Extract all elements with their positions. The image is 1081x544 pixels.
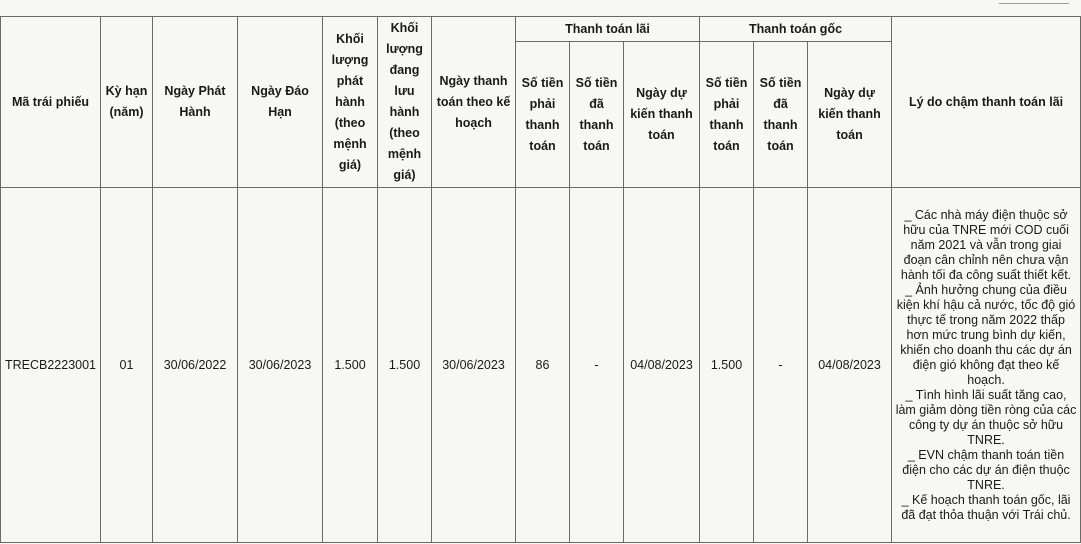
cell-delay-reasons [892,188,1081,543]
cell-bond-code: TRECB2223001 [1,188,101,543]
header-interest-expected-date: Ngày dự kiến thanh toán [624,42,700,188]
cell-maturity-date: 30/06/2023 [238,188,323,543]
reason-item: _ EVN chậm thanh toán tiền điện cho các dự án điện thuộc TNRE. [902,447,1070,492]
header-principal-expected-date: Ngày dự kiến thanh toán [808,42,892,188]
header-interest-payment-group: Thanh toán lãi [516,17,700,42]
header-interest-amount-due: Số tiền phải thanh toán [516,42,570,188]
header-maturity-date: Ngày Đáo Hạn [238,17,323,188]
cell-principal-expected-date: 04/08/2023 [808,188,892,543]
header-issued-volume: Khối lượng phát hành (theo mệnh giá) [323,17,378,188]
cell-issue-date: 30/06/2022 [153,188,238,543]
header-delay-reason: Lý do chậm thanh toán lãi [892,17,1081,188]
header-issue-date: Ngày Phát Hành [153,17,238,188]
page-top-margin [0,0,1081,16]
header-outstanding-volume: Khối lượng đang lưu hành (theo mệnh giá) [378,17,432,188]
header-principal-amount-due: Số tiền phải thanh toán [700,42,754,188]
reason-item: _ Tình hình lãi suất tăng cao, làm giảm dòng tiền ròng của các công ty dự án thuộc sở hữu TNRE. [895,387,1077,447]
reason-item: _ Kế hoạch thanh toán gốc, lãi đã đạt thỏa thuận với Trái chủ. [901,492,1071,522]
cell-principal-amount-paid: - [754,188,808,543]
header-interest-amount-paid: Số tiền đã thanh toán [570,42,624,188]
cell-planned-payment-date: 30/06/2023 [432,188,516,543]
cell-interest-amount-paid: - [570,188,624,543]
header-term: Kỳ hạn (năm) [101,17,153,188]
header-principal-amount-paid: Số tiền đã thanh toán [754,42,808,188]
reason-item: _ Các nhà máy điện thuộc sở hữu của TNRE mới COD cuối năm 2021 và vẫn trong giai đoạn cân chỉnh nên chưa vận hành tối đa công suất thiết kết. [900,207,1072,282]
cropped-top-mark [999,0,1069,4]
cell-term: 01 [101,188,153,543]
header-planned-payment-date: Ngày thanh toán theo kế hoạch [432,17,516,188]
cell-principal-amount-due: 1.500 [700,188,754,543]
cell-issued-volume: 1.500 [323,188,378,543]
header-bond-code: Mã trái phiếu [1,17,101,188]
bond-payment-table [0,16,1081,543]
cell-interest-expected-date: 04/08/2023 [624,188,700,543]
cell-interest-amount-due: 86 [516,188,570,543]
table-row [1,188,1081,543]
header-principal-payment-group: Thanh toán gốc [700,17,892,42]
reason-item: _ Ảnh hưởng chung của điều kiện khí hậu cả nước, tốc độ gió thực tế trong năm 2022 thấp hơn mức trung bình dự kiến, khiến cho doanh thu các dự án điện gió không đạt theo kế hoạch. [896,282,1076,387]
cell-outstanding-volume: 1.500 [378,188,432,543]
